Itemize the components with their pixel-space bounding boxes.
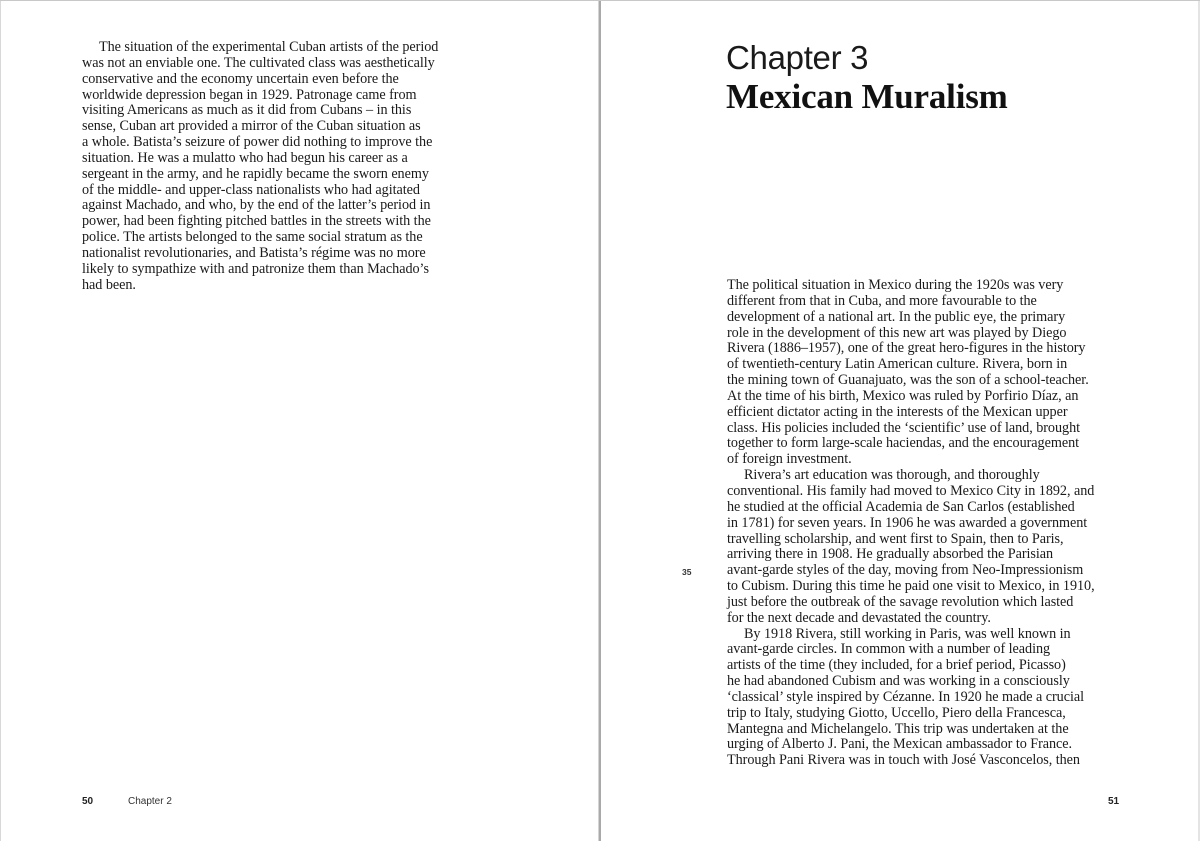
paragraph bbox=[82, 40, 477, 294]
right-page-number: 51 bbox=[1108, 796, 1120, 807]
paragraph bbox=[727, 627, 1122, 770]
text-line: power, had been fighting pitched battles in the streets with the bbox=[82, 213, 431, 230]
line-number-marker: 35 bbox=[682, 567, 692, 577]
text-line: the mining town of Guanajuato, was the son of a school-teacher. bbox=[727, 372, 1089, 389]
text-line: Through Pani Rivera was in touch with José Vasconcelos, then bbox=[727, 752, 1080, 769]
text-line: The situation of the experimental Cuban artists of the period bbox=[99, 39, 439, 55]
text-line: trip to Italy, studying Giotto, Uccello, Piero della Francesca, bbox=[727, 704, 1066, 721]
text-line: avant-garde styles of the day, moving from Neo-Impressionism bbox=[727, 562, 1084, 579]
text-line: just before the outbreak of the savage revolution which lasted bbox=[727, 593, 1074, 610]
text-line: a whole. Batista’s seizure of power did nothing to improve the bbox=[82, 134, 433, 151]
text-line: likely to sympathize with and patronize them than Machado’s bbox=[82, 260, 429, 277]
text-line: By 1918 Rivera, still working in Paris, was well known in bbox=[744, 625, 1071, 642]
text-line: At the time of his birth, Mexico was ruled by Porfirio Díaz, an bbox=[727, 387, 1079, 404]
paragraph bbox=[727, 468, 1122, 626]
chapter-label: Chapter 3 bbox=[726, 39, 869, 76]
text-line: The political situation in Mexico during the 1920s was very bbox=[727, 277, 1064, 293]
text-line: role in the development of this new art was played by Diego bbox=[727, 324, 1067, 341]
text-line: development of a national art. In the public eye, the primary bbox=[727, 308, 1066, 325]
text-line: situation. He was a mulatto who had begun his career as a bbox=[82, 149, 408, 166]
left-body-text bbox=[82, 40, 477, 294]
text-line: avant-garde circles. In common with a number of leading bbox=[727, 641, 1051, 658]
left-running-head: Chapter 2 bbox=[128, 796, 172, 807]
text-line: had been. bbox=[82, 276, 136, 293]
text-line: against Machado, and who, by the end of the latter’s period in bbox=[82, 197, 431, 214]
text-line: was not an enviable one. The cultivated class was aesthetically bbox=[82, 54, 435, 71]
text-line: to Cubism. During this time he paid one visit to Mexico, in 1910, bbox=[727, 578, 1095, 595]
left-page-number: 50 bbox=[82, 796, 94, 807]
text-line: ‘classical’ style inspired by Cézanne. In 1920 he made a crucial bbox=[727, 688, 1084, 705]
text-line: efficient dictator acting in the interests of the Mexican upper bbox=[727, 403, 1068, 420]
text-line: Mantegna and Michelangelo. This trip was undertaken at the bbox=[727, 720, 1069, 737]
text-line: police. The artists belonged to the same social stratum as the bbox=[82, 229, 423, 246]
text-line: Rivera (1886–1957), one of the great hero-figures in the history bbox=[727, 340, 1086, 357]
text-line: travelling scholarship, and went first to Spain, then to Paris, bbox=[727, 530, 1064, 547]
text-line: artists of the time (they included, for a brief period, Picasso) bbox=[727, 657, 1066, 674]
text-line: for the next decade and devastated the country. bbox=[727, 609, 991, 626]
text-line: sense, Cuban art provided a mirror of the Cuban situation as bbox=[82, 118, 421, 135]
text-line: urging of Alberto J. Pani, the Mexican ambassador to France. bbox=[727, 736, 1073, 753]
text-line: together to form large-scale haciendas, and the encouragement bbox=[727, 435, 1080, 452]
text-line: conservative and the economy uncertain even before the bbox=[82, 70, 399, 87]
text-line: he studied at the official Academia de San Carlos (established bbox=[727, 498, 1075, 515]
text-line: sergeant in the army, and he rapidly became the sworn enemy bbox=[82, 165, 429, 182]
left-page bbox=[0, 1, 600, 841]
paragraph bbox=[727, 278, 1122, 468]
text-line: nationalist revolutionaries, and Batista’s régime was no more bbox=[82, 244, 426, 261]
text-line: he had abandoned Cubism and was working in a consciously bbox=[727, 673, 1070, 690]
text-line: arriving there in 1908. He gradually absorbed the Parisian bbox=[727, 546, 1054, 563]
chapter-title: Mexican Muralism bbox=[726, 77, 1008, 116]
text-line: conventional. His family had moved to Mexico City in 1892, and bbox=[727, 482, 1095, 499]
text-line: class. His policies included the ‘scientific’ use of land, brought bbox=[727, 419, 1081, 436]
text-line: different from that in Cuba, and more favourable to the bbox=[727, 292, 1037, 309]
text-line: of the middle- and upper-class nationalists who had agitated bbox=[82, 181, 420, 198]
text-line: of foreign investment. bbox=[727, 451, 852, 468]
text-line: Rivera’s art education was thorough, and thoroughly bbox=[744, 467, 1040, 484]
text-line: in 1781) for seven years. In 1906 he was awarded a government bbox=[727, 514, 1088, 531]
text-line: visiting Americans as much as it did from Cubans – in this bbox=[82, 102, 412, 119]
right-body-text bbox=[727, 278, 1122, 769]
text-line: of twentieth-century Latin American culture. Rivera, born in bbox=[727, 356, 1068, 373]
text-line: worldwide depression began in 1929. Patronage came from bbox=[82, 86, 417, 103]
